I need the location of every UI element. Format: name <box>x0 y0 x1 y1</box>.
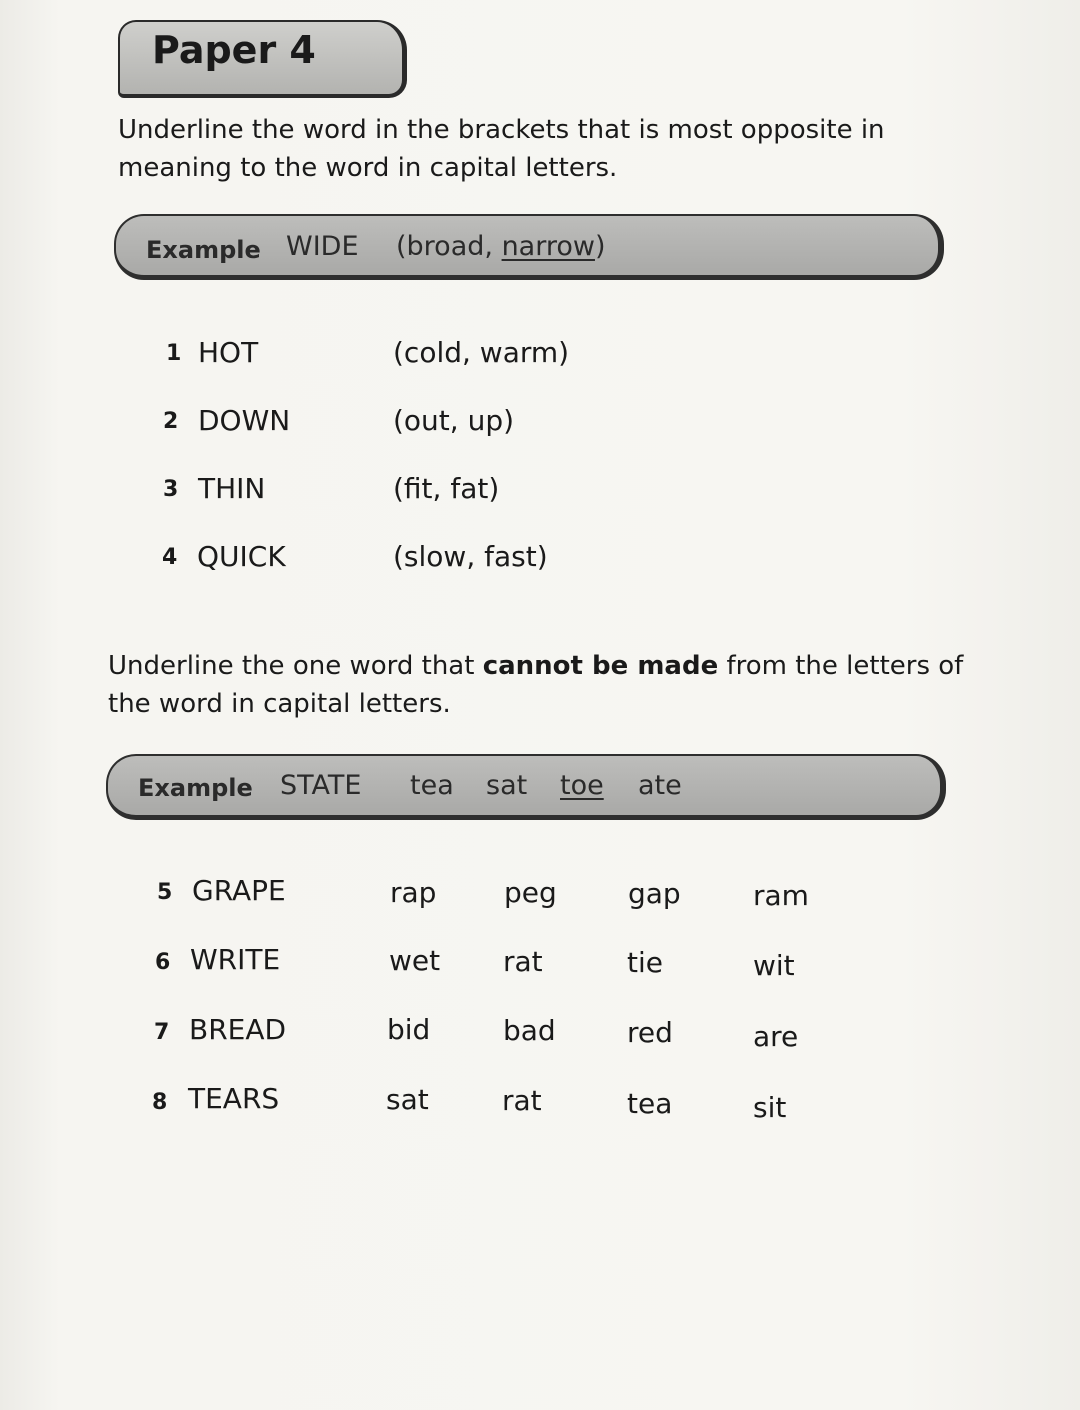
question-options[interactable]: (out, up) <box>393 404 515 437</box>
example-answer: toe <box>560 770 604 801</box>
example-answer: narrow <box>501 231 595 262</box>
page-title: Paper 4 <box>152 28 316 72</box>
question-number: 2 <box>163 409 179 434</box>
instruction-emphasis: cannot be made <box>482 651 719 681</box>
example-close-text: ) <box>594 231 606 262</box>
example-options <box>396 231 606 262</box>
answer-option[interactable]: rat <box>502 1084 542 1117</box>
section2-instruction-line1 <box>108 648 963 684</box>
question-number: 6 <box>155 950 171 975</box>
question-options[interactable]: (cold, warm) <box>393 336 570 369</box>
example-option: sat <box>486 770 528 801</box>
question-word: GRAPE <box>192 874 286 907</box>
question-word: WRITE <box>190 943 281 976</box>
answer-option[interactable]: peg <box>504 876 557 909</box>
question-options[interactable]: (slow, fast) <box>393 540 548 573</box>
question-number: 7 <box>154 1020 170 1045</box>
question-number: 3 <box>163 477 179 502</box>
answer-option[interactable]: rap <box>390 876 437 909</box>
section2-instruction-line2: the word in capital letters. <box>108 689 451 719</box>
answer-option[interactable]: rat <box>503 945 543 978</box>
question-word: BREAD <box>189 1013 287 1046</box>
example-label: Example <box>138 774 253 802</box>
answer-option[interactable]: wit <box>753 949 795 982</box>
answer-option[interactable]: tie <box>627 946 663 979</box>
answer-option[interactable]: bid <box>387 1013 431 1046</box>
answer-option[interactable]: wet <box>389 944 441 977</box>
question-word: HOT <box>198 336 259 369</box>
section1-instruction-line2: meaning to the word in capital letters. <box>118 153 618 183</box>
example-option: tea <box>410 770 454 801</box>
example-open-text: (broad, <box>396 231 502 262</box>
question-word: QUICK <box>197 540 286 573</box>
answer-option[interactable]: are <box>753 1020 799 1053</box>
question-number: 5 <box>157 880 173 905</box>
example-label: Example <box>146 236 261 264</box>
instruction-text: from the letters of <box>718 651 964 681</box>
paper-title-tab <box>118 20 407 98</box>
question-options[interactable]: (fit, fat) <box>393 472 500 505</box>
answer-option[interactable]: tea <box>627 1087 673 1120</box>
answer-option[interactable]: sat <box>386 1083 429 1116</box>
question-word: THIN <box>198 472 266 505</box>
answer-option[interactable]: sit <box>753 1091 787 1124</box>
answer-option[interactable]: bad <box>503 1014 556 1047</box>
question-word: DOWN <box>198 404 291 437</box>
section1-instruction-line1: Underline the word in the brackets that is most opposite in <box>118 115 885 145</box>
instruction-text: Underline the one word that <box>108 651 483 681</box>
question-word: TEARS <box>188 1082 280 1115</box>
question-number: 1 <box>166 341 182 366</box>
answer-option[interactable]: gap <box>628 877 681 910</box>
section2-example-bar <box>106 754 946 820</box>
question-number: 8 <box>152 1090 168 1115</box>
example-word: WIDE <box>286 231 359 262</box>
question-number: 4 <box>162 545 178 570</box>
section1-example-bar <box>114 214 944 280</box>
example-option: ate <box>638 770 682 801</box>
answer-option[interactable]: red <box>627 1016 673 1049</box>
example-word: STATE <box>280 770 362 801</box>
answer-option[interactable]: ram <box>753 879 809 912</box>
